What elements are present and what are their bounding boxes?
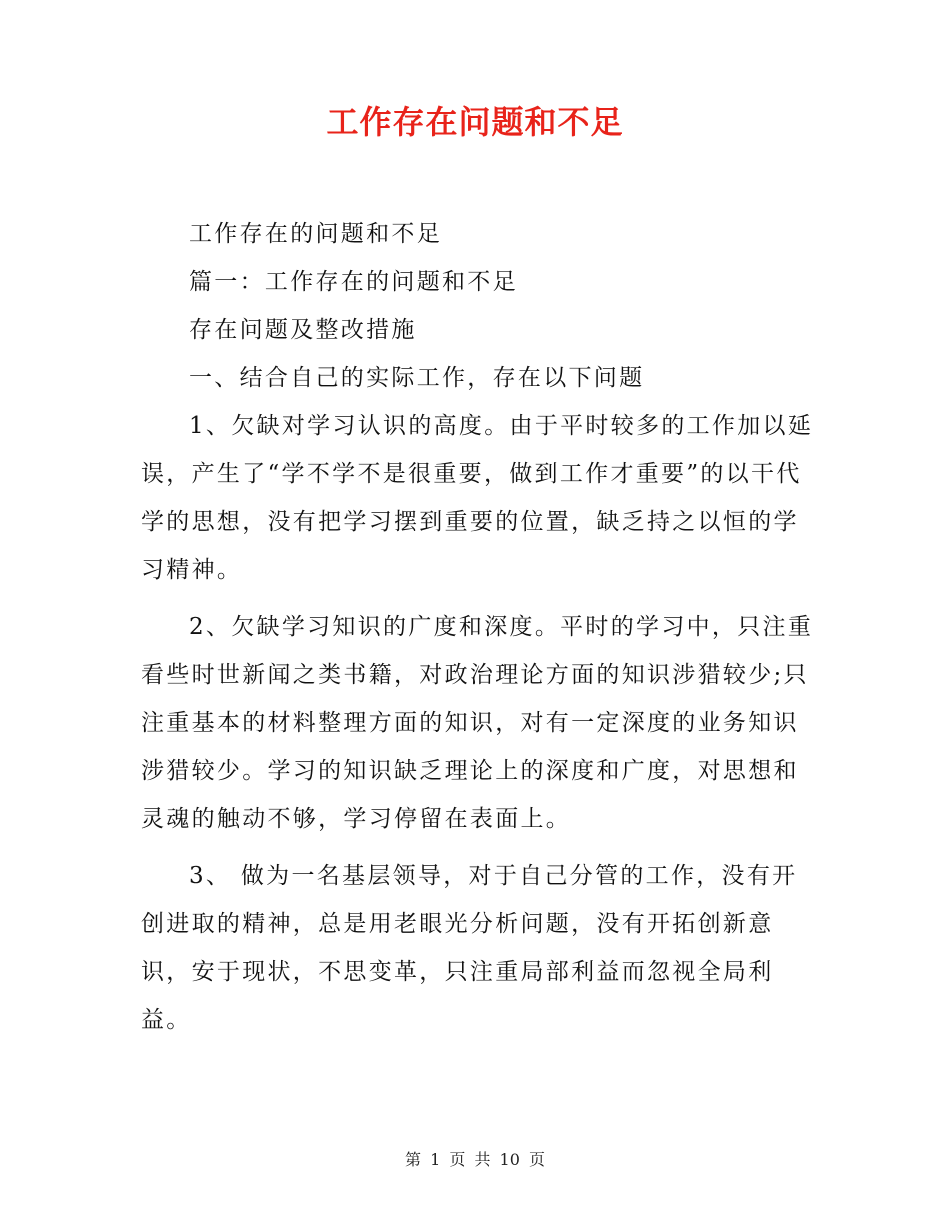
paragraph: 2、欠缺学习知识的广度和深度。平时的学习中，只注重看些时世新闻之类书籍，对政治理论方面的知识涉猎较少;只注重基本的材料整理方面的知识，对有一定深度的业务知识涉猎较少。学习的知识缺乏理论上的深度和广度，对思想和灵魂的触动不够，学习停留在表面上。 — [141, 614, 814, 832]
heading-line: 存在问题及整改措施 — [189, 317, 417, 343]
heading-line: 工作存在的问题和不足 — [189, 221, 442, 247]
paragraph: 3、 做为一名基层领导，对于自己分管的工作，没有开创进取的精神，总是用老眼光分析问题，没有开拓创新意识，安于现状，不思变革，只注重局部利益而忽视全局利益。 — [141, 863, 798, 1033]
document-title: 工作存在问题和不足 — [326, 103, 624, 141]
section-heading: 一、结合自己的实际工作，存在以下问题 — [189, 365, 645, 391]
document-body — [141, 210, 816, 1053]
page-footer: 第 1 页 共 10 页 — [405, 1150, 545, 1169]
paragraph: 1、欠缺对学习认识的高度。由于平时较多的工作加以延误，产生了“学不学不是很重要，做到工作才重要”的以干代学的思想，没有把学习摆到重要的位置，缺乏持之以恒的学习精神。 — [141, 413, 814, 583]
heading-line: 篇一：工作存在的问题和不足 — [189, 269, 518, 295]
